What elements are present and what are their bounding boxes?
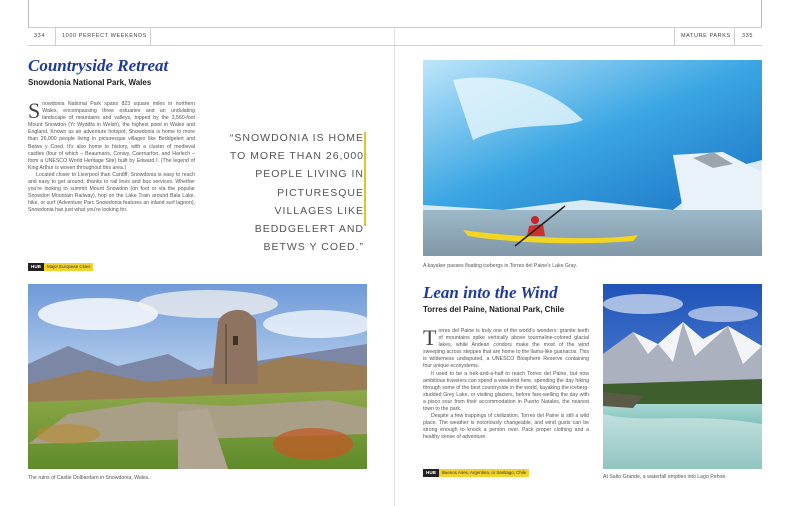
right-page-number: 335 bbox=[742, 33, 753, 39]
article-subtitle: Torres del Paine, National Park, Chile bbox=[423, 305, 565, 314]
body-paragraph: orres del Paine is truly one of the world's wonders: granite teeth of mountains spike vertically above tourmaline-colored glacial lakes, while Andean condors make the most of the wind sweeping across steppes that are home to the llama-like guanacos. This is wilderness undisputed, a UNESCO Biosphere Reserve containing four unique ecosystems. bbox=[423, 328, 589, 370]
article-title: Countryside Retreat bbox=[28, 56, 169, 75]
page-gutter bbox=[394, 27, 395, 506]
hub-badge bbox=[423, 469, 529, 477]
left-running-title: 1000 PERFECT WEEKENDS bbox=[62, 33, 147, 39]
body-paragraph: Located closer to Liverpool than Cardiff, Snowdonia is easy to reach and easy to get around, thanks to rail lines and bus services. Whether you're looking to summit Mount Snowdon (on foot or via the popular Snowdon Mountain Railway), hop on the Lake Train around Bala Lake, hike, or surf (Adventure Parc Snowdonia features an inland surf lagoon), Snowdonia has just what you're looking for. bbox=[28, 171, 195, 214]
right-page-edge bbox=[761, 0, 762, 27]
article-subtitle: Snowdonia National Park, Wales bbox=[28, 78, 152, 87]
article-title: Lean into the Wind bbox=[423, 283, 558, 302]
article-body bbox=[423, 325, 589, 442]
waterfall-photo bbox=[603, 284, 762, 469]
hub-label: HUB bbox=[28, 263, 44, 271]
header-divider bbox=[734, 28, 735, 45]
right-section-title: MATURE PARKS bbox=[681, 33, 731, 39]
drop-cap: T bbox=[423, 325, 437, 350]
hub-label: HUB bbox=[423, 469, 439, 477]
body-paragraph: Despite a few trappings of civilization, Torres del Paine is still a wild place. The weather is notoriously changeable, and wind gusts can be strong enough to knock a person over. Pack proper clothing and a healthy sense of adventure. bbox=[423, 413, 589, 441]
left-page-number: 334 bbox=[34, 33, 45, 39]
header-divider bbox=[55, 28, 56, 45]
drop-cap: S bbox=[28, 98, 41, 123]
kayak-photo bbox=[423, 60, 762, 256]
pull-quote-bar bbox=[364, 132, 366, 226]
castle-photo bbox=[28, 284, 367, 469]
hub-badge bbox=[28, 263, 93, 271]
waterfall-caption: At Salto Grande, a waterfall empties into Lago Pehoe. bbox=[603, 474, 727, 480]
left-page-edge bbox=[28, 0, 29, 27]
body-paragraph: It used to be a trek-and-a-half to reach Torres del Paine, but now ambitious travelers can spend a weekend here, spending the day hiking through some of the best countryside in the world, kayaking the iceberg-studded Grey Lake, or visiting glaciers, before fare-welling the day with a pisco sour from their accommodation in Puerto Natales, the nearest town to the park. bbox=[423, 370, 589, 413]
body-paragraph: nowdonia National Park spans 823 square miles in northern Wales, encompassing three estuaries and an undulating landscape of mountains and valleys, topped by the 3,560-foot Mount Snowdon (Yr Wyddfa in Welsh), the highest point in Wales and England. Known as an adventure hotspot, Snowdonia is home to more than 26,000 people living in picturesque villages like Beddgelert and Betws y Coed. It's also home to history, with a cluster of medieval castles (four of which – Beaumaris, Conwy, Caernarfon, and Harlech – form a UNESCO World Heritage Site) built by Edward I. (The legend of King Arthur is woven throughout this area.) bbox=[28, 101, 195, 171]
running-header bbox=[28, 27, 762, 46]
hub-value: Buenos Aires, Argentina, or Santiago, Chile bbox=[439, 469, 529, 477]
article-body bbox=[28, 98, 195, 215]
pull-quote: “SNOWDONIA IS HOME TO MORE THAN 26,000 PEOPLE LIVING IN PICTURESQUE VILLAGES LIKE BEDDGELERT AND BETWS Y COED.” bbox=[229, 132, 364, 254]
castle-caption: The ruins of Castle Dolbardarn in Snowdonia, Wales. bbox=[28, 475, 150, 481]
header-divider bbox=[674, 28, 675, 45]
kayak-caption: A kayaker passes floating icebergs in Torres del Paine's Lake Gray. bbox=[423, 263, 578, 269]
header-divider bbox=[150, 28, 151, 45]
hub-value: Major European Cities bbox=[44, 263, 93, 271]
